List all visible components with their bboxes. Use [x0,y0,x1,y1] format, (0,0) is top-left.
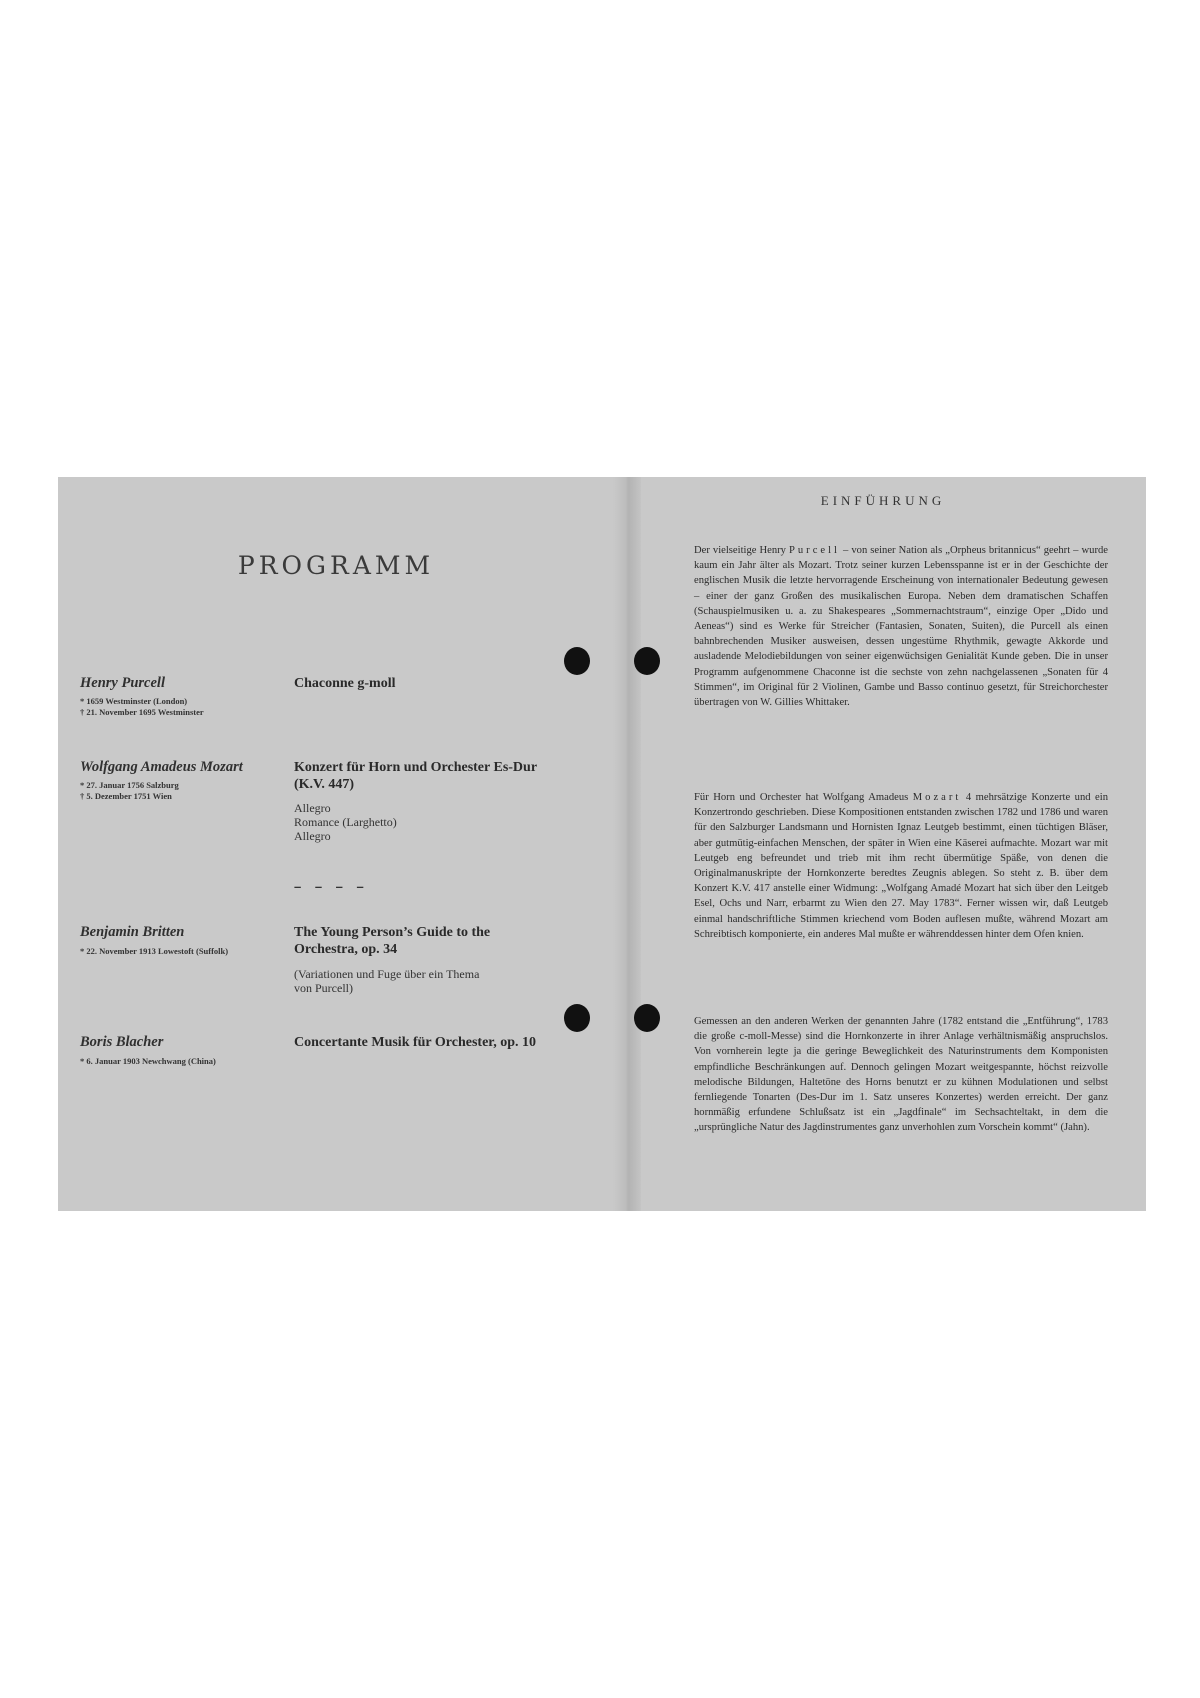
work-title: The Young Person’s Guide to the Orchestra, op. 34 [294,925,491,957]
punch-hole [634,1004,660,1032]
introduction-title: EINFÜHRUNG [820,493,946,508]
work-subtitle: (Variationen und Fuge über ein Thema von Purcell) [294,967,480,995]
movement: Allegro [294,829,331,843]
intro-paragraph-mozart: Für Horn und Orchester hat Wolfgang Amadeus Mozart 4 mehrsätzige Konzerte und ein Konzertrondo geschrieben. Diese Kompositionen entstanden zwischen 1782 und 1786 und waren für den Salzburger Landsmann und Hornisten Ignaz Leutgeb bestimmt, einen tüchtigen Bläser, aber gutmütig-einfachen Menschen, der später in Wien eine Käserei aufmachte. Mozart war mit Leutgeb eng befreundet und trieb mit ihm recht übermütige Späße, von denen die Originalmanuskripte der Hornkonzerte beredtes Zeugnis ablegen. So steht z. B. über dem Konzert K.V. 417 anstelle einer Widmung: „Wolfgang Amadé Mozart hat sich über den Leitgeb Esel, Ochs und Narr, erbarmt zu Wien den 27. May 1783“. Ferner wissen wir, daß Leutgeb einmal handschriftliche Stimmen kriechend vom Boden auflesen mußte, während Mozart am Schreibtisch komponierte, ein anderes Mal mußte er währenddessen hinter dem Ofen knien. [694,792,1109,940]
composer-dates [80,1056,290,1067]
intro-paragraph-purcell: Der vielseitige Henry Purcell – von seiner Nation als „Orpheus britannicus“ geehrt – wurde kaum ein Jahr älter als Mozart. Trotz seiner kurzen Lebensspanne ist er in der Geschichte der englischen Musik die letzte hervorragende Erscheinung von internationaler Bedeutung gewesen – einer der ganz Großen des musikalischen Europa. Neben dem dramatischen Schaffen (Schauspielmusiken u. a. zu Shakespeares „Sommernachtstraum“, einzige Oper „Dido und Aeneas“) sind es Werke für Streicher (Fantasien, Sonaten, Suiten), die Purcell als einen bahnbrechenden Musiker ausweisen, dessen ungestüme Rhythmik, gewagte Akkorde und ausladende Melodiebildungen von seiner eigenwüchsigen Genialität Kunde geben. Die in unser Programm aufgenommene Chaconne ist die sechste von zehn nachgelassenen „Sonaten für 4 Stimmen“, im Original für 2 Violinen, Gambe und Basso continuo gesetzt, für Streichorchester übertragen von W. Gillies Whittaker. [694,545,1108,709]
purcell-name: Purcell [788,545,840,556]
punch-hole [564,1004,590,1032]
program-title: PROGRAMM [237,551,435,580]
birth-date: * 6. Januar 1903 Newchwang (China) [80,1056,216,1066]
work-title: Chaconne g-moll [294,676,396,691]
punch-hole [564,647,590,675]
death-date: † 5. Dezember 1751 Wien [80,791,172,801]
work-title: Concertante Musik für Orchester, op. 10 [294,1035,536,1050]
death-date: † 21. November 1695 Westminster [80,707,204,717]
composer-name: Boris Blacher [80,1034,164,1050]
composer-dates [80,946,290,957]
birth-date: * 27. Januar 1756 Salzburg [80,780,179,790]
composer-name: Henry Purcell [80,675,165,691]
movement-list [294,801,544,843]
movement: Romance (Larghetto) [294,815,397,829]
composer-name: Benjamin Britten [80,924,185,940]
work-title: Konzert für Horn und Orchester Es-Dur (K.V. 447) [294,760,537,792]
section-separator: – – – – [294,879,369,894]
composer-dates [80,696,290,718]
mozart-name: Mozart [912,792,962,803]
intro-paragraph-horn-concertos: Gemessen an den anderen Werken der genannten Jahre (1782 entstand die „Entführung“, 1783 die große c-moll-Messe) sind die Hornkonzerte in ihrer Anlage verhältnismäßig anspruchslos. Von vornherein legte ja die geringe Beweglichkeit des Naturinstruments dem Komponisten empfindliche Beschränkungen auf. Dennoch gelingen Mozart weitgespannte, höchst reizvolle melodische Bildungen, Haltetöne des Horns benutzt er zu kühnen Modulationen und selbst fernliegende Tonarten (Des-Dur im 1. Satz unseres Konzertes) werden erreicht. Der ganz hornmäßig erfundene Schlußsatz ist ein „Jagdfinale“ im Sechsachteltakt, in dem die „ursprüngliche Natur des Jagdinstrumentes ganz unverhohlen zum Vorschein kommt“ (Jahn). [694,1016,1108,1134]
movement: Allegro [294,801,331,815]
birth-date: * 22. November 1913 Lowestoft (Suffolk) [80,946,229,956]
center-fold [613,477,641,1211]
composer-dates [80,780,290,802]
birth-date: * 1659 Westminster (London) [80,696,188,706]
punch-hole [634,647,660,675]
composer-name: Wolfgang Amadeus Mozart [80,759,243,775]
program-booklet-spread [58,477,1146,1211]
